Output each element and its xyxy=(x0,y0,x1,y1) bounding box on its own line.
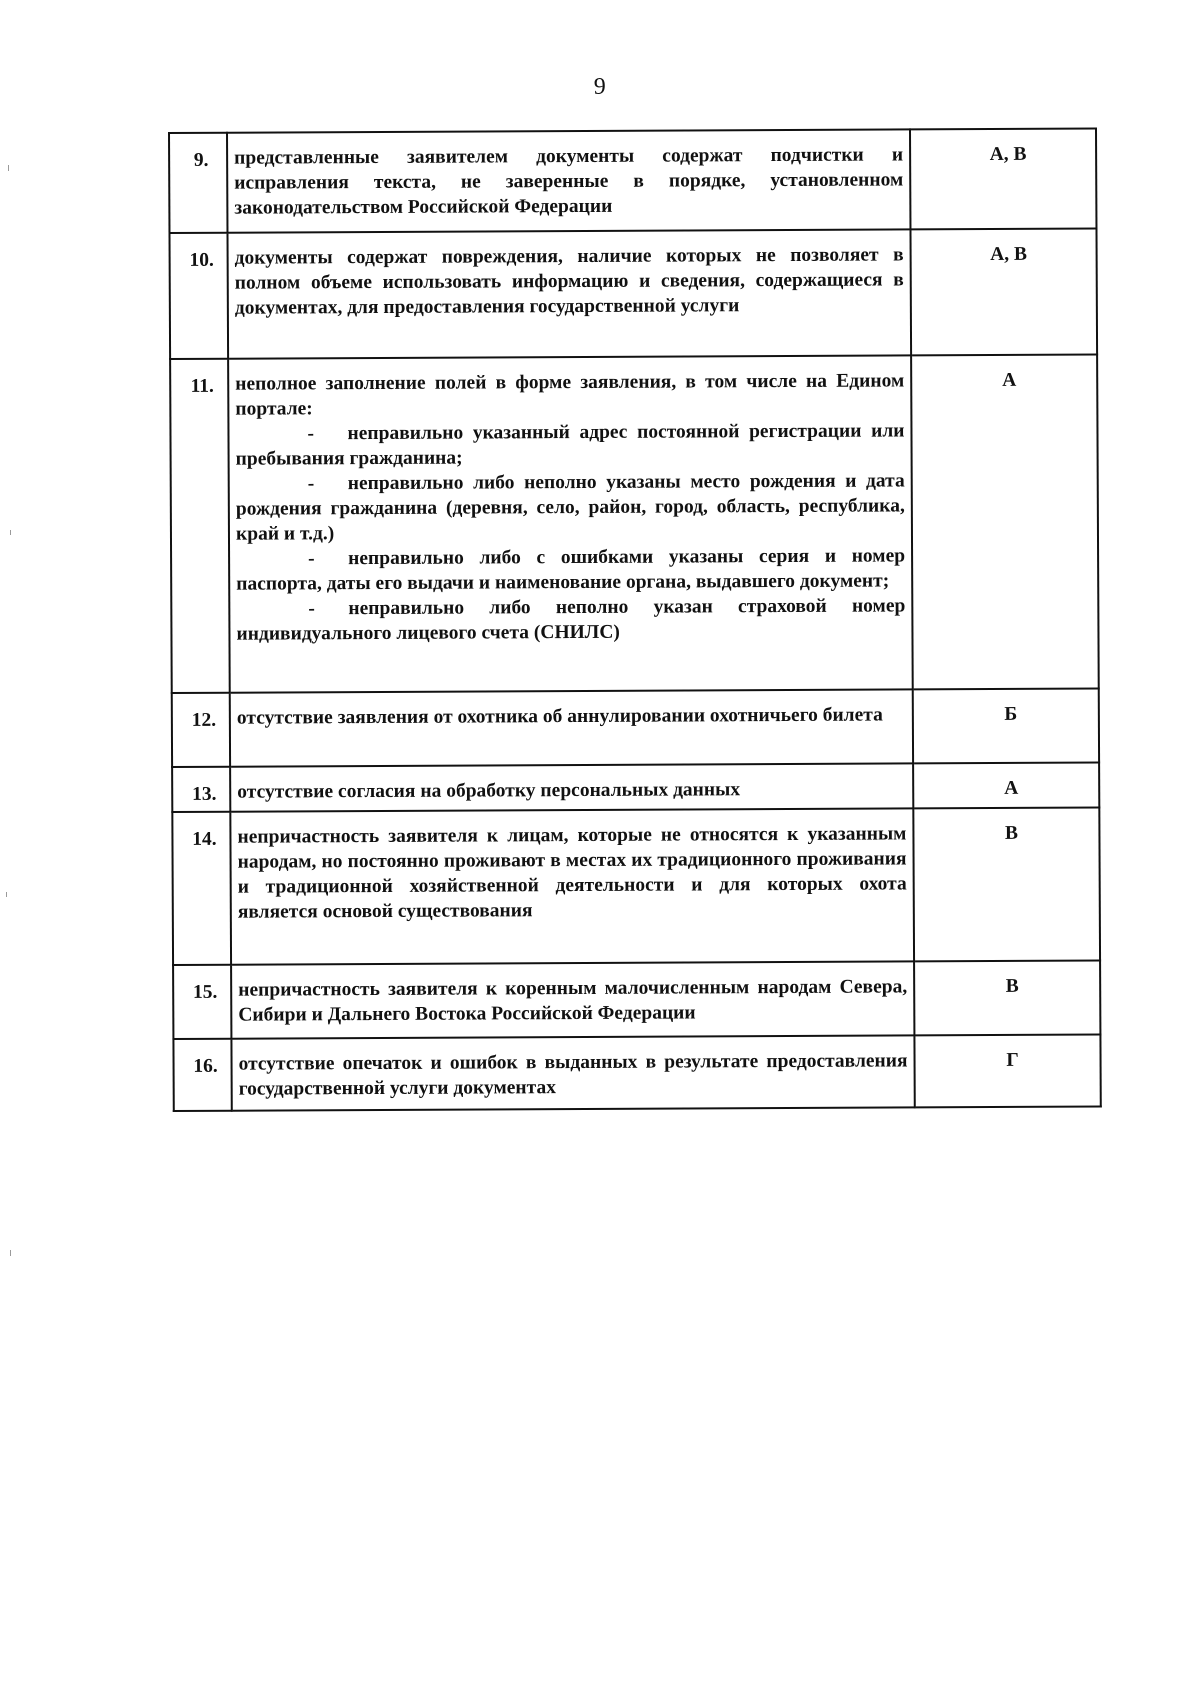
bullet-item xyxy=(236,593,905,646)
row-number-cell xyxy=(172,812,231,965)
row-code-cell xyxy=(914,960,1100,1035)
table-row xyxy=(172,807,1100,965)
row-number-cell xyxy=(169,233,228,359)
bullet-marker: - xyxy=(307,423,315,445)
row-number: 15. xyxy=(192,981,218,1003)
bullet-marker: - xyxy=(308,598,315,620)
scan-mark xyxy=(10,1250,11,1256)
row-number-cell xyxy=(172,693,230,767)
row-number-cell xyxy=(172,767,230,812)
bullet-text: неправильно либо с ошибками указаны серия и номер паспорта, даты его выдачи и наименование органа, выдавшего документ; xyxy=(236,545,906,595)
row-number-cell xyxy=(173,1039,231,1111)
page-number: 9 xyxy=(593,74,607,100)
scan-mark xyxy=(8,165,9,171)
row-description: непричастность заявителя к лицам, которые не относятся к указанным народам, но постоянно проживают в местах их традиционного проживания и традиционной хозяйственной деятельности и для которых охота является основой существования xyxy=(237,823,907,923)
row-number: 11. xyxy=(190,375,214,397)
row-number-cell xyxy=(170,359,230,693)
row-code: А, В xyxy=(990,243,1028,265)
row-number: 13. xyxy=(191,783,217,805)
table-row xyxy=(172,762,1099,812)
row-description-cell xyxy=(228,355,913,692)
row-code: Г xyxy=(1006,1049,1019,1071)
row-description-cell xyxy=(231,1035,914,1110)
row-code-cell xyxy=(913,688,1099,763)
row-description-cell xyxy=(231,961,914,1038)
row-number: 12. xyxy=(191,709,217,731)
bullet-text: неправильно либо неполно указан страховой номер индивидуального лицевого счета (СНИЛС) xyxy=(236,595,906,645)
row-description: отсутствие опечаток и ошибок в выданных в результате предоставления государственной услуги документах xyxy=(238,1050,908,1100)
row-description-cell xyxy=(230,808,914,964)
row-code: А xyxy=(1002,369,1017,391)
row-description-cell xyxy=(227,129,910,232)
bullet-text: неправильно указанный адрес постоянной регистрации или пребывания гражданина; xyxy=(235,420,905,470)
table-row xyxy=(169,228,1097,359)
row-code-cell xyxy=(914,1034,1100,1107)
scan-mark xyxy=(10,530,11,535)
row-number-cell xyxy=(173,965,231,1039)
row-description: непричастность заявителя к коренным малочисленным народам Севера, Сибири и Дальнего Востока Российской Федерации xyxy=(238,976,908,1026)
bullet-item xyxy=(236,543,905,596)
row-description: неполное заполнение полей в форме заявления, в том числе на Едином портале: xyxy=(235,370,905,420)
row-code: Б xyxy=(1004,703,1018,725)
grounds-table xyxy=(168,127,1102,1112)
row-description-cell xyxy=(227,229,911,358)
row-number: 9. xyxy=(193,149,209,171)
row-number-cell xyxy=(169,133,227,233)
table-row xyxy=(173,1034,1100,1111)
bullet-marker: - xyxy=(307,473,315,495)
row-description: отсутствие заявления от охотника об аннулировании охотничьего билета xyxy=(236,704,883,729)
row-code: В xyxy=(1004,822,1018,844)
table-row xyxy=(169,128,1096,233)
row-description: отсутствие согласия на обработку персональных данных xyxy=(237,779,741,803)
row-code-cell xyxy=(913,807,1100,961)
bullet-item xyxy=(235,418,904,471)
scan-mark xyxy=(6,892,7,897)
row-code-cell xyxy=(910,228,1097,355)
row-code-cell xyxy=(913,762,1099,808)
row-code: А xyxy=(1004,777,1019,799)
row-code-cell xyxy=(910,128,1096,229)
bullet-item xyxy=(236,468,905,546)
row-description: представленные заявителем документы содержат подчистки и исправления текста, не заверенные в порядке, установленном законодательством Российской Федерации xyxy=(234,144,904,219)
row-number: 14. xyxy=(192,828,217,850)
row-number: 10. xyxy=(189,249,214,271)
table-row xyxy=(172,688,1099,767)
row-description-cell xyxy=(230,689,913,766)
bullet-marker: - xyxy=(308,548,315,570)
table-row xyxy=(173,960,1100,1039)
row-code: А, В xyxy=(989,143,1027,165)
table-row xyxy=(170,354,1099,693)
row-code: В xyxy=(1005,975,1019,997)
row-number: 16. xyxy=(193,1055,218,1077)
bullet-text: неправильно либо неполно указаны место рождения и дата рождения гражданина (деревня, село, район, город, область, республика, край и т.д.) xyxy=(235,470,905,545)
row-description: документы содержат повреждения, наличие которых не позволяет в полном объеме использовать информацию и сведения, содержащиеся в документах, для предоставления государственной услуги xyxy=(234,244,904,319)
row-code-cell xyxy=(911,354,1099,689)
row-description-cell xyxy=(230,763,913,811)
